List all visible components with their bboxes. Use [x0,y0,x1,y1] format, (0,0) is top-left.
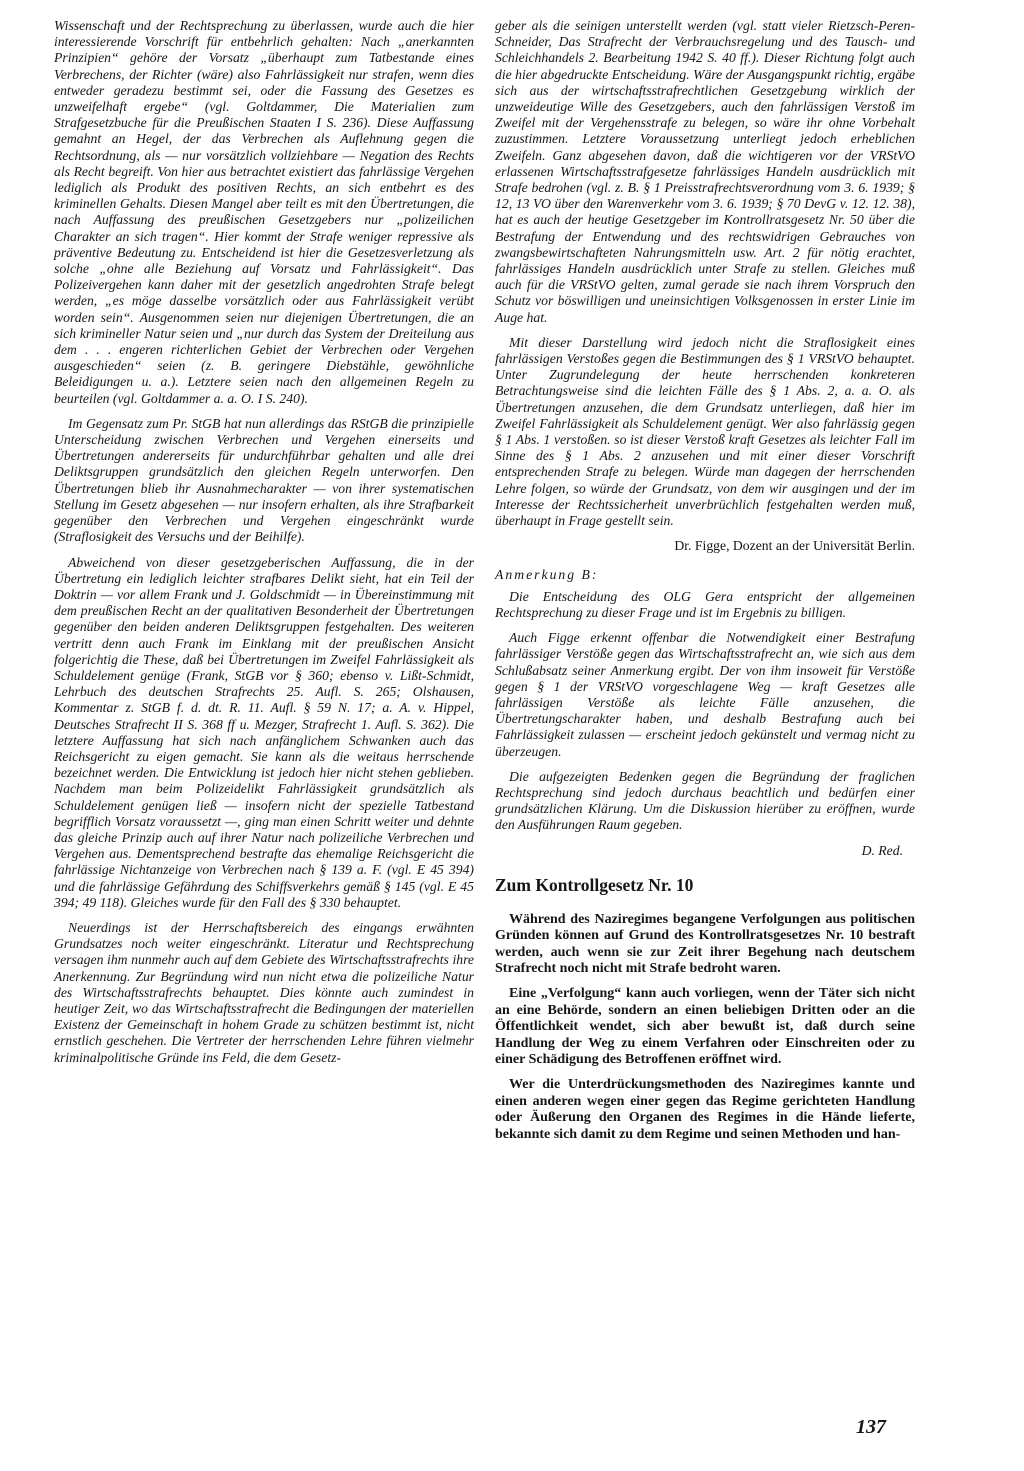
body-paragraph: Wissenschaft und der Rechtsprechung zu überlassen, wurde auch die hier interessierende Vorschrift für entbehrlich gehalten: Nach „anerkannten Prinzipien“ gehöre der Vorsatz „überhaupt zum Tatbestande eines Verbrechens, der Richter (wäre) also Fahrlässigkeit nur strafen, wenn dies entweder geradezu bestimmt sei, oder die Fassung des Gesetzes es unzweifelhaft ergebe“ (vgl. Goltdammer, Die Materialien zum Strafgesetzbuche für die Preußischen Staaten I S. 236). Diese Auffassung gemahnt an Hegel, der das Verbrechen als Auflehnung gegen die Rechtsordnung, als — nur vorsätzlich vollziehbare — Negation des Rechts als Recht begreift. Von hier aus betrachtet existiert das fahrlässige Vergehen lediglich als Produkt des positiven Rechts, an sich entbehrt es des kriminellen Gehalts. Diesen Mangel aber teilt es mit den Übertretungen, die nach Auffassung des preußischen Gesetzgebers nur „polizeilichen Charakter an sich tragen“. Hier kommt der Strafe weniger repressive als präventive Bedeutung zu. Entscheidend ist hier die Gesetzesverletzung als solche „ohne alle Beziehung auf Vorsatz und Fahrlässigkeit“. Das Polizeivergehen kann daher mit der gesetzlich angedrohten Strafe belegt werden, „es möge dasselbe vorsätzlich oder aus Fahrlässigkeit verübt worden sein“. Ausgenommen seien nur diejenigen Übertretungen, die an sich krimineller Natur seien und „nur durch das System der Dreiteilung aus dem . . . engeren richterlichen Gebiet der Verbrechen oder Vergehen ausgeschieden“ seien (z. B. geringere Diebstähle, gewöhnliche Beleidigungen u. a.). Letztere seien nach den allgemeinen Regeln zu beurteilen (vgl. Goltdammer a. a. O. I S. 240). [54,18,474,406]
body-paragraph: geber als die seinigen unterstellt werden (vgl. statt vieler Rietzsch-Peren-Schneider, Das Strafrecht der Verbrauchsregelung und des Tausch- und Schleichhandels 2. Bearbeitung 1942 S. 40 ff.). Dieser Richtung folgt auch die hier abgedruckte Entscheidung. Wäre der Ausgangspunkt richtig, ergäbe sich aus der wirtschaftsstrafrechtlichen Gesetzgebung wirklich der unzweideutige Wille des Gesetzgebers, auch den fahrlässigen Verstoß im Zweifel mit der Vergehensstrafe zu belegen, so wäre ihr ohne Vorbehalt zuzustimmen. Letztere Voraussetzung unterliegt jedoch erheblichen Zweifeln. Ganz abgesehen davon, daß die wichtigeren vor der VRStVO erlassenen Wirtschaftsstrafgesetze fahrlässiges Handeln ausdrücklich mit Strafe bedrohen (vgl. z. B. § 1 Preisstrafrechtsverordnung vom 3. 6. 1939; § 12, 13 VO über den Warenverkehr vom 3. 6. 1939; § 70 DevG v. 12. 12. 38), hat es auch der heutige Gesetzgeber im Kontrollratsgesetz Nr. 50 über die Bestrafung der Entwendung und des rechtswidrigen Gebrauches von zwangsbewirtschafteten Nahrungsmitteln usw. Art. 2 für nötig erachtet, fahrlässiges Handeln ausdrücklich unter Strafe zu stellen. Gleiches muß auch für die VRStVO gelten, zumal gerade sie nach ihrem Vorspruch den Schutz vor böswilligen und uneinsichtigen Volksgenossen in erster Linie im Auge hat. [495,18,915,325]
note-paragraph: Die Entscheidung des OLG Gera entspricht der allgemeinen Rechtsprechung zu dieser Frage und ist im Ergebnis zu billigen. [495,588,915,620]
section-title: Zum Kontrollgesetz Nr. 10 [495,874,694,895]
right-column [495,18,915,1152]
headnote-paragraph: Eine „Verfolgung“ kann auch vorliegen, wenn der Täter sich nicht an eine Behörde, sondern an einen beliebigen Dritten oder an die Öffentlichkeit wendet, sich aber bewußt ist, daß durch seine Handlung der Weg zu einem Verfahren oder Einschreiten oder zu einer Schädigung des Betroffenen eröffnet wird. [495,986,915,1067]
page-number: 137 [856,1416,886,1438]
headnote-paragraph: Wer die Unterdrückungsmethoden des Naziregimes kannte und einen anderen wegen einer gegen das Regime gerichteten Handlung oder Äußerung den Organen des Regimes in die Hände lieferte, bekannte sich damit zu dem Regime und seinen Methoden und han- [495,1077,915,1142]
note-paragraph: Die aufgezeigten Bedenken gegen die Begründung der fraglichen Rechtsprechung sind jedoch durchaus beachtlich und bedürfen einer grundsätzlichen Klärung. Um die Diskussion hierüber zu eröffnen, wurde den Ausführungen Raum gegeben. [495,768,915,833]
note-paragraph: Auch Figge erkennt offenbar die Notwendigkeit einer Bestrafung fahrlässiger Verstöße gegen das Wirtschaftsstrafrecht an, wie sich aus dem Schlußabsatz seiner Anmerkung ergibt. Der von ihm insoweit für Verstöße gegen § 1 der VRStVO vorgeschlagene Weg — kraft Gesetzes alle fahrlässigen Verstöße als leichte Fälle anzusehen, die Übertretungscharakter haben, und deshalb Bestrafung auch bei Fahrlässigkeit zulassen — erscheint jedoch gekünstelt und vermag nicht zu überzeugen. [495,630,915,759]
body-paragraph: Im Gegensatz zum Pr. StGB hat nun allerdings das RStGB die prinzipielle Unterscheidung zwischen Verbrechen und Vergehen einerseits und Übertretungen andererseits für undurchführbar gehalten und alle drei Deliktsgruppen grundsätzlich den gleichen Regeln unterworfen. Den Übertretungen blieb ihr Ausnahmecharakter — von ihrer systematischen Stellung im Gesetz abgesehen — nur insofern erhalten, als ihre Strafbarkeit gegenüber den Verbrechen und Vergehen eingeschränkt wurde (Straflosigkeit des Versuchs und der Beihilfe). [54,415,474,545]
body-paragraph: Mit dieser Darstellung wird jedoch nicht die Straflosigkeit eines fahrlässigen Verstoßes gegen die Bestimmungen des § 1 VRStVO behauptet. Unter Zugrundelegung der heute herrschenden konkreteren Betrachtungsweise sind die leichten Fälle des § 1 Abs. 2, a. a. O. als Übertretungen anzusehen, die dem Grundsatz unterliegen, daß hier im Zweifel Fahrlässigkeit als Schuldelement genügt. Wer also fahrlässig gegen § 1 Abs. 1 verstoßen. so ist dieser Verstoß kraft Gesetzes als leichter Fall im Sinne des § 1 Abs. 2 anzusehen und mit einer dieser Vorschrift entsprechenden Strafe zu belegen. Würde man dagegen der herrschenden Lehre folgen, so würde der Grundsatz, von dem wir ausgingen und der im Interesse der Rechtssicherheit unverbrüchlich festgehalten werden muß, überhaupt in Frage gestellt sein. [495,334,915,529]
headnote-paragraph: Während des Naziregimes begangene Verfolgungen aus politischen Gründen können auf Grund des Kontrollratsgesetzes Nr. 10 bestraft werden, auch wenn sie zur Zeit ihrer Begehung nach deutschem Strafrecht noch nicht mit Strafe bedroht waren. [495,911,915,976]
body-paragraph: Neuerdings ist der Herrschaftsbereich des eingangs erwähnten Grundsatzes noch weiter eingeschränkt. Literatur und Rechtsprechung versagen ihm nunmehr auch auf dem Gebiete des Wirtschaftsstrafrechts ihre Anerkennung. Zur Begründung wird nun nicht etwa die polizeiliche Natur des Wirtschaftsstrafrechts behauptet. Dies könnte auch zumindest in heutiger Zeit, wo das Wirtschaftsstrafrecht die Bedingungen der materiellen Existenz der Gemeinschaft in hohem Grade zu schützen bestimmt ist, nicht ernstlich geschehen. Die Vertreter der herrschenden Lehre führen vielmehr kriminalpolitische Gründe ins Feld, die dem Gesetz- [54,919,474,1065]
author-signature: Dr. Figge, Dozent an der Universität Berlin. [674,538,915,554]
note-heading: Anmerkung B: [495,566,599,582]
left-column [54,18,474,1075]
editor-signature: D. Red. [861,842,903,858]
body-paragraph: Abweichend von dieser gesetzgeberischen Auffassung, die in der Übertretung ein lediglich leichter strafbares Delikt sieht, hat ein Teil der Doktrin — vor allem Frank und J. Goldschmidt — in Übereinstimmung mit dem preußischen Recht an der qualitativen Besonderheit der Übertretungen gegenüber den beiden anderen Deliktsgruppen festgehalten. Des weiteren vertritt denn auch Frank im Einklang mit der preußischen Ansicht folgerichtig die These, daß bei Übertretungen im Zweifel Fahrlässigkeit als Schuldelement genüge (Frank, StGB vor § 360; ebenso v. Lißt-Schmidt, Lehrbuch des deutschen Strafrechts 25. Aufl. S. 265; Olshausen, Kommentar z. StGB f. d. dt. R. 11. Aufl. § 59 N. 17; a. A. v. Hippel, Deutsches Strafrecht II S. 368 ff u. Mezger, Strafrecht 1. Aufl. S. 362). Die letztere Auffassung hat sich nach anfänglichem Schwanken auch das Reichsgericht zu eigen gemacht. Sie kann als die weitaus herrschende bezeichnet werden. Die Entwicklung ist jedoch hier nicht stehen geblieben. Nachdem man beim Polizeidelikt Fahrlässigkeit grundsätzlich als Schuldelement genügen ließ — insofern nicht der spezielle Tatbestand begrifflich Vorsatz voraussetzt —, ging man einen Schritt weiter und dehnte das gleiche Prinzip auch auf ihrer Natur nach polizeiliche Verbrechen und Vergehen aus. Dementsprechend bestrafte das ehemalige Reichsgericht die fahrlässige Nichtanzeige von Verbrechen nach § 139 a. F. (vgl. E 45 394) und die fahrlässige Gefährdung des Schiffsverkehrs gemäß § 145 (vgl. E 45 394; 49 118). Gleiches wurde für den Fall des § 330 behauptet. [54,554,474,910]
